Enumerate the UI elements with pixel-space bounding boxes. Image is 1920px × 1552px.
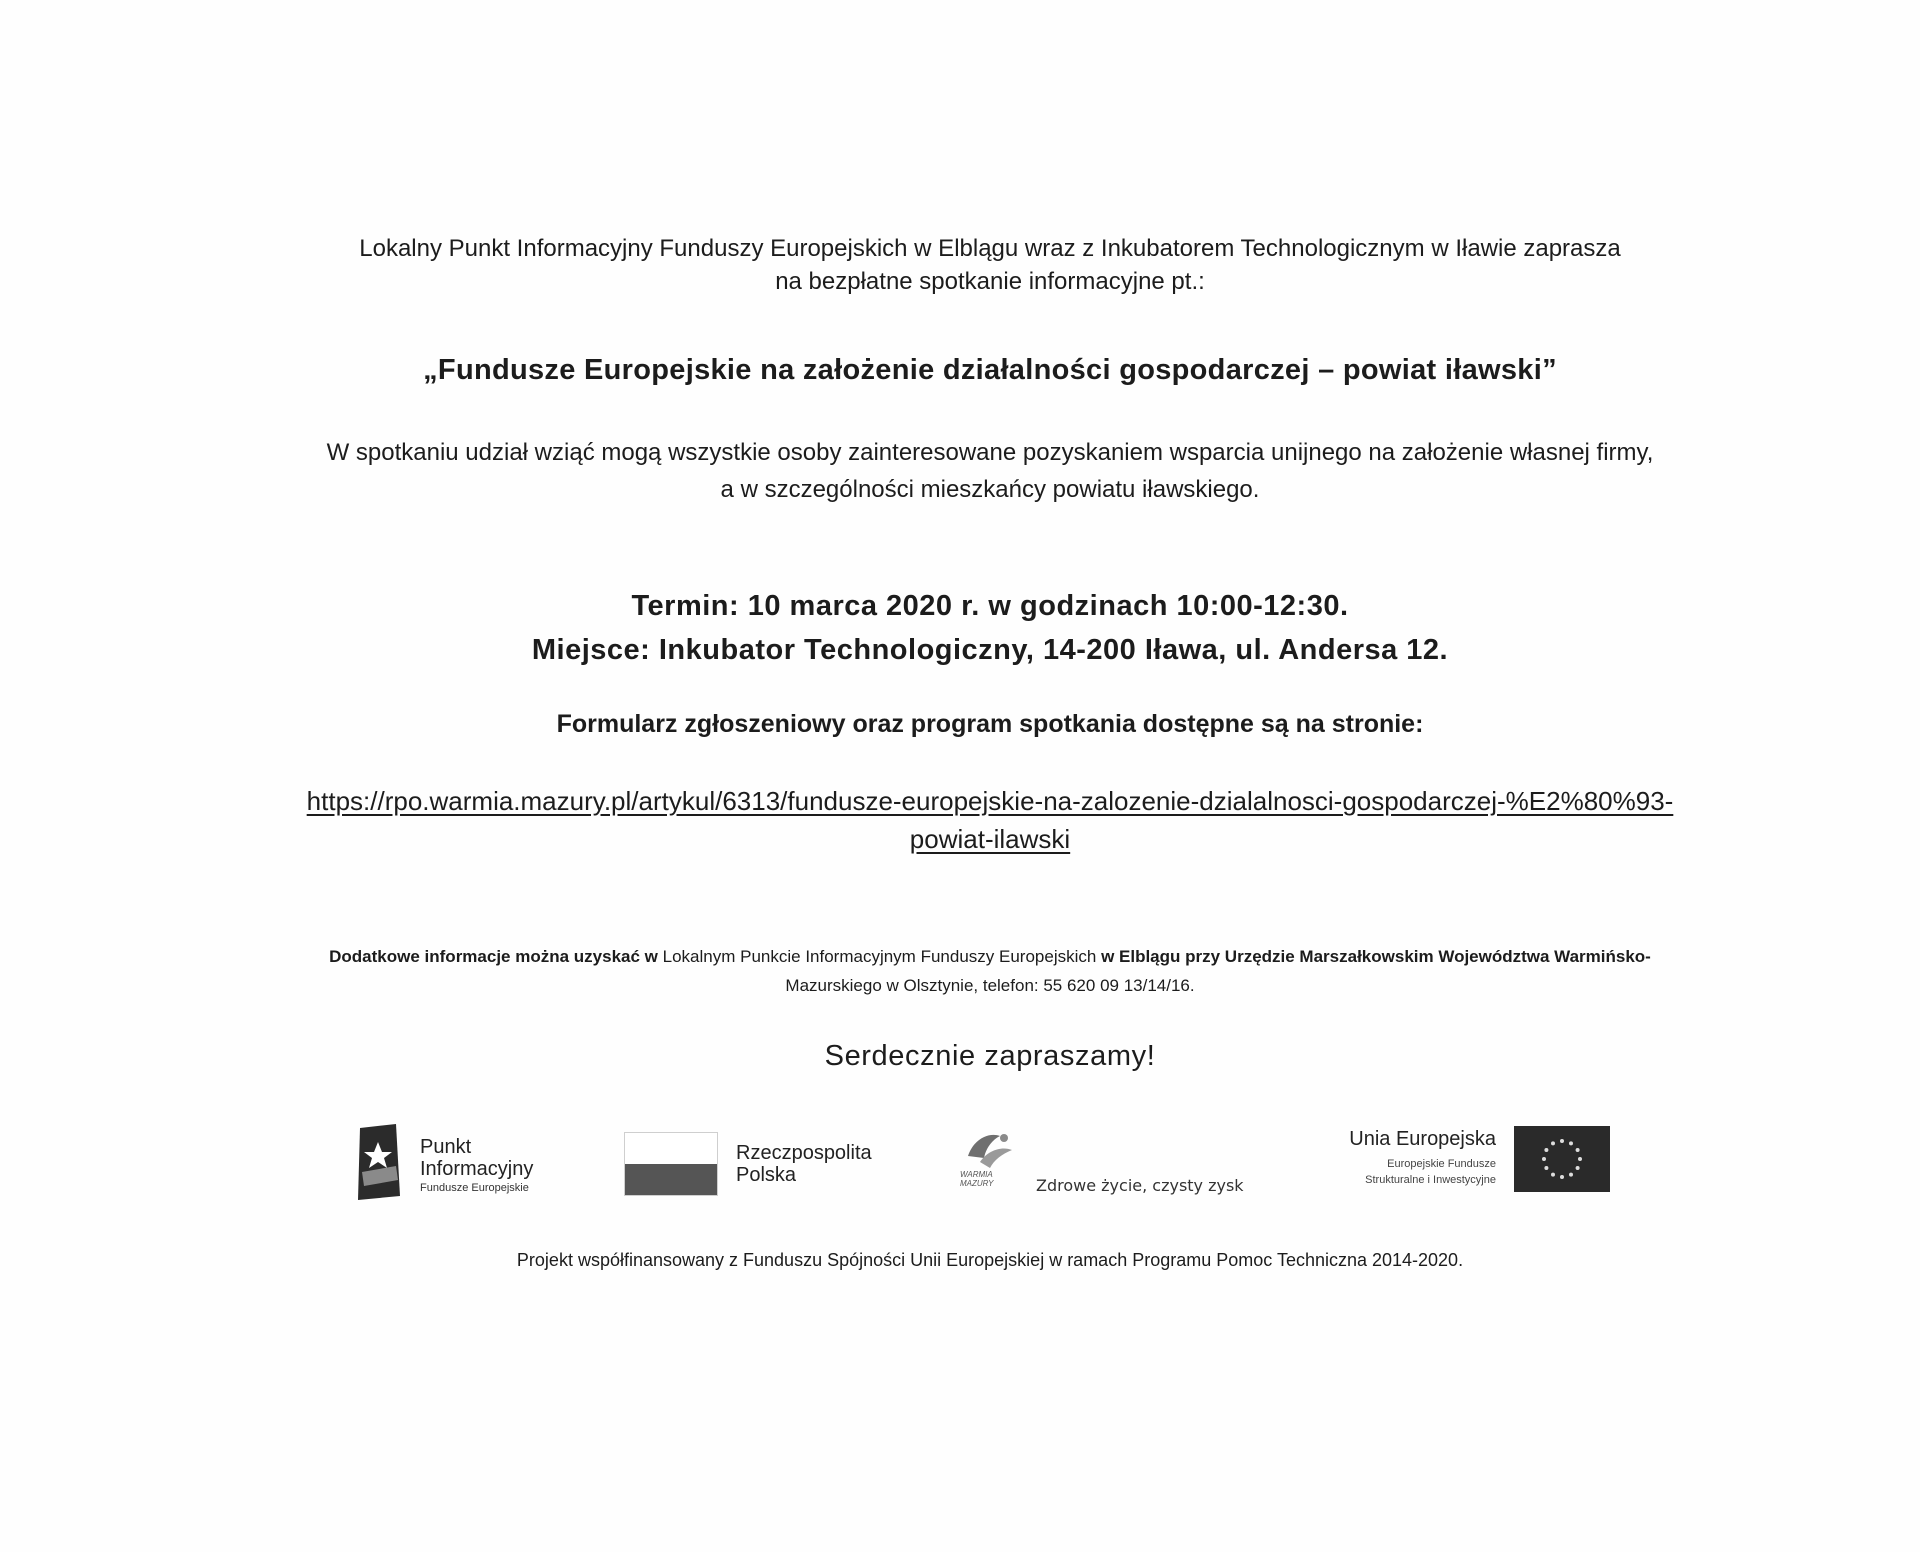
- warmia-mazury-emblem-icon: [960, 1128, 1016, 1172]
- footer-note: Projekt współfinansowany z Funduszu Spójności Unii Europejskiej w ramach Programu Pomoc Techniczna 2014-2020.: [516, 1250, 1464, 1270]
- intro-paragraph: [180, 232, 1800, 298]
- registration-link[interactable]: [307, 786, 1674, 854]
- event-title: „Fundusze Europejskie na założenie działalności gospodarczej – powiat iławski”: [423, 354, 1557, 386]
- rp-logo-line-2: Polska: [736, 1164, 797, 1186]
- ue-logo-line-1: Unia Europejska: [1349, 1128, 1496, 1150]
- ue-logo-line-3: Strukturalne i Inwestycyjne: [1365, 1174, 1496, 1186]
- extra-info-line-2: Mazurskiego w Olsztynie, telefon: 55 620 09 13/14/16.: [785, 976, 1195, 995]
- intro-line-2: na bezpłatne spotkanie informacyjne pt.:: [775, 268, 1205, 295]
- registration-link-line-2: powiat-ilawski: [909, 824, 1071, 854]
- punkt-logo-line-3: Fundusze Europejskie: [420, 1182, 529, 1194]
- intro-line-1: Lokalny Punkt Informacyjny Funduszy Europejskich w Elblągu wraz z Inkubatorem Technologicznym w Iławie zaprasza: [359, 235, 1621, 262]
- rzeczpospolita-polska-logo: [624, 1132, 904, 1198]
- ue-logo-line-2: Europejskie Fundusze: [1387, 1158, 1496, 1170]
- punkt-informacyjny-logo: [356, 1122, 576, 1202]
- unia-europejska-logo: [1310, 1126, 1610, 1196]
- schedule-term: Termin: 10 marca 2020 r. w godzinach 10:00-12:30.: [631, 590, 1349, 622]
- extra-info-line-1: [180, 942, 1800, 971]
- extra-info-paragraph: [180, 942, 1800, 1000]
- eu-flag-icon: [1514, 1126, 1610, 1192]
- participants-line-2: a w szczególności mieszkańcy powiatu iławskiego.: [720, 476, 1260, 503]
- invite-text: Serdecznie zapraszamy!: [824, 1040, 1156, 1072]
- punkt-logo-line-2: Informacyjny: [420, 1158, 534, 1180]
- schedule-block: [180, 584, 1800, 672]
- polish-flag-icon: [624, 1132, 718, 1196]
- warmia-mazury-slogan: Zdrowe życie, czysty zysk: [1036, 1176, 1244, 1195]
- rp-logo-line-1: Rzeczpospolita: [736, 1142, 872, 1164]
- participants-paragraph: [180, 434, 1800, 508]
- registration-link-line-1: https://rpo.warmia.mazury.pl/artykul/6313/fundusze-europejskie-na-zalozenie-dzialalnosci-gospodarczej-%E2%80%93-: [306, 786, 1674, 816]
- form-note: Formularz zgłoszeniowy oraz program spotkania dostępne są na stronie:: [556, 710, 1424, 738]
- extra-info-location: w Elblągu przy Urzędzie Marszałkowskim Województwa Warmińsko-: [1101, 947, 1651, 966]
- punkt-logo-line-1: Punkt: [420, 1136, 472, 1158]
- extra-info-office: Lokalnym Punkcie Informacyjnym Funduszy Europejskich: [662, 947, 1097, 966]
- warmia-mazury-logo: [960, 1128, 1260, 1198]
- warmia-mazury-small-text: WARMIA MAZURY: [960, 1170, 994, 1188]
- registration-link-block: [180, 782, 1800, 858]
- schedule-place: Miejsce: Inkubator Technologiczny, 14-200 Iława, ul. Andersa 12.: [531, 634, 1449, 666]
- participants-line-1: W spotkaniu udział wziąć mogą wszystkie osoby zainteresowane pozyskaniem wsparcia unijnego na założenie własnej firmy,: [326, 439, 1654, 466]
- fundusze-europejskie-star-icon: [356, 1122, 404, 1202]
- extra-info-lead: Dodatkowe informacje można uzyskać w: [329, 947, 658, 966]
